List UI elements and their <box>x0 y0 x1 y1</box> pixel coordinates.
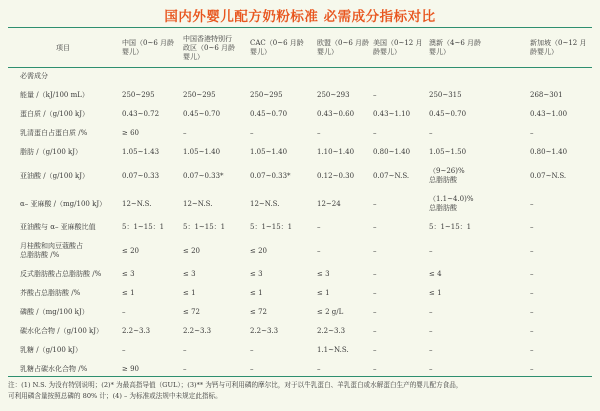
table-row <box>8 162 592 190</box>
cell-text: 蛋白质 /（g/100 kJ） <box>20 110 90 118</box>
table-cell <box>246 105 313 124</box>
cell-text: 美国（0~12 月 <box>373 39 423 47</box>
footnote-line: 注：(1) N.S. 为没有特别说明；(2)* 为最高指导值（GUL）；(3)** 为钙与可利用磷的摩尔比，对于以牛乳蛋白、羊乳蛋白或水解蛋白生产的婴儿配方食品， <box>8 381 463 389</box>
table-cell <box>526 218 592 237</box>
cell-text: 12~24 <box>317 199 341 208</box>
cell-text: 0.07~N.S. <box>373 171 410 180</box>
table-cell <box>369 124 425 143</box>
cell-text: 250~293 <box>317 91 350 99</box>
cell-text: – <box>373 246 377 255</box>
cell-text: 1.05~1.50 <box>429 148 467 156</box>
cell-text: 月桂酸和肉豆蔻酸占 <box>20 242 83 250</box>
cell-text: 碳水化合物 /（g/100 kJ） <box>20 327 104 335</box>
cell-text: 250~315 <box>429 91 462 99</box>
cell-text: – <box>317 246 321 255</box>
cell-text: 中国香港特别行 <box>183 34 232 43</box>
cell-text: – <box>530 289 534 297</box>
cell-text: – <box>530 270 534 278</box>
cell-text: 婴儿） <box>122 48 143 56</box>
table-cell <box>526 284 592 303</box>
table-cell <box>246 322 313 341</box>
cell-text: 2.2~3.3 <box>250 327 279 335</box>
header-cell <box>246 29 313 67</box>
cell-text: – <box>373 223 377 231</box>
cell-text: ≥ 90 <box>122 365 139 373</box>
section-label: 必需成分 <box>20 72 48 80</box>
cell-text: 0.43~1.00 <box>530 110 568 118</box>
cell-text: 澳新（4~6 月龄 <box>429 39 481 47</box>
table-cell <box>313 341 369 360</box>
cell-text: 欧盟（0~6 月龄 <box>317 39 369 47</box>
table-cell <box>313 162 369 190</box>
cell-text: – <box>530 308 534 316</box>
cell-text: 龄婴儿） <box>373 48 401 56</box>
table-cell <box>425 124 526 143</box>
cell-text: 1.10~1.40 <box>317 148 355 156</box>
table-cell <box>118 105 179 124</box>
cell-text: 2.2~3.3 <box>122 327 151 335</box>
table-cell <box>526 322 592 341</box>
header-item: 项目 <box>56 43 70 52</box>
cell-text: ≤ 20 <box>122 246 139 255</box>
cell-text: ≤ 3 <box>317 270 330 278</box>
cell-text: – <box>250 365 254 373</box>
table-cell <box>118 322 179 341</box>
table-cell <box>118 303 179 322</box>
cell-text: 芥酸占总脂肪酸 /% <box>20 289 81 297</box>
cell-text: 5：1~15：1 <box>183 223 226 231</box>
table-cell <box>118 360 179 379</box>
table-cell <box>369 322 425 341</box>
table-cell <box>246 143 313 162</box>
cell-text: – <box>183 129 187 137</box>
table-cell <box>118 190 179 218</box>
table-cell <box>179 162 246 190</box>
table-cell <box>369 265 425 284</box>
cell-text: ≤ 1 <box>122 289 135 297</box>
table-cell <box>369 86 425 105</box>
cell-text: 1.05~1.40 <box>250 148 288 156</box>
table-row <box>8 124 592 143</box>
table-row <box>8 265 592 284</box>
cell-text: 0.80~1.40 <box>530 148 568 156</box>
cell-text: 总脂肪酸 /% <box>20 251 60 259</box>
cell-text: ≤ 20 <box>250 246 267 255</box>
section-row <box>8 67 592 86</box>
row-label <box>8 86 118 105</box>
cell-text: – <box>250 346 254 354</box>
table-cell <box>526 143 592 162</box>
table-cell <box>425 360 526 379</box>
row-label <box>8 303 118 322</box>
cell-text: ≤ 2 g/L <box>317 308 344 316</box>
cell-text: ≤ 1 <box>429 289 442 297</box>
cell-text: – <box>530 346 534 354</box>
table-cell <box>425 284 526 303</box>
cell-text: 0.07~0.33 <box>122 171 160 180</box>
table-cell <box>246 218 313 237</box>
table-cell <box>179 218 246 237</box>
cell-text: 5：1~15：1 <box>250 223 293 231</box>
cell-text: ≤ 20 <box>183 246 200 255</box>
page-title: 国内外婴儿配方奶粉标准 必需成分指标对比 <box>164 9 436 25</box>
cell-text: 0.43~1.10 <box>373 110 411 118</box>
table-header-row <box>8 29 592 67</box>
table-cell <box>526 124 592 143</box>
cell-text: – <box>429 327 433 335</box>
cell-text: – <box>429 246 433 255</box>
table-cell <box>118 265 179 284</box>
table-cell <box>313 322 369 341</box>
cell-text: – <box>122 346 126 354</box>
table-cell <box>425 303 526 322</box>
table-cell <box>118 237 179 265</box>
table-cell <box>526 162 592 190</box>
table-cell <box>246 303 313 322</box>
table-cell <box>179 265 246 284</box>
cell-text: – <box>183 346 187 354</box>
comparison-table <box>8 29 592 379</box>
cell-text: 0.45~0.70 <box>250 110 288 118</box>
cell-text: ≥ 60 <box>122 129 139 137</box>
cell-text: – <box>317 365 321 373</box>
table-cell <box>313 265 369 284</box>
row-label <box>8 124 118 143</box>
cell-text: – <box>183 365 187 373</box>
cell-text: 磷酸 /（mg/100 kJ） <box>20 308 89 316</box>
cell-text: – <box>530 223 534 231</box>
cell-text: 5：1~15：1 <box>429 223 472 231</box>
cell-text: ≤ 72 <box>183 308 200 316</box>
cell-text: – <box>317 129 321 137</box>
cell-text: 中国（0~6 月龄 <box>122 39 174 47</box>
cell-text: 亚油酸 /（g/100 kJ） <box>20 171 90 180</box>
table-row <box>8 143 592 162</box>
cell-text: – <box>429 308 433 316</box>
cell-text: α– 亚麻酸 /（mg/100 kJ） <box>20 199 107 208</box>
cell-text: – <box>373 91 377 99</box>
table-cell <box>246 265 313 284</box>
table-cell <box>313 86 369 105</box>
table-cell <box>369 237 425 265</box>
cell-text: 乳糖 /（g/100 kJ） <box>20 346 83 354</box>
table-cell <box>313 124 369 143</box>
header-cell <box>526 29 592 67</box>
row-label <box>8 322 118 341</box>
table-cell <box>179 190 246 218</box>
cell-text: 250~295 <box>250 91 283 99</box>
row-label <box>8 360 118 379</box>
table-cell <box>425 218 526 237</box>
table-cell <box>246 237 313 265</box>
table-cell <box>313 237 369 265</box>
table-top-rule <box>8 27 592 28</box>
table-row <box>8 284 592 303</box>
cell-text: – <box>530 129 534 137</box>
table-cell <box>118 124 179 143</box>
table-cell <box>246 360 313 379</box>
cell-text: 12~N.S. <box>250 199 280 208</box>
cell-text: 0.43~0.60 <box>317 110 355 118</box>
cell-text: ≤ 1 <box>183 289 196 297</box>
table-cell <box>369 303 425 322</box>
footnote-line: 可利用磷含量按照总磷的 80% 计；(4) – 为标准或法规中未规定此指标。 <box>8 392 222 400</box>
table-cell <box>369 105 425 124</box>
cell-text: 250~295 <box>183 91 216 99</box>
header-cell <box>313 29 369 67</box>
cell-text: 总脂肪酸 <box>429 204 457 212</box>
cell-text: 268~301 <box>530 91 563 99</box>
table-cell <box>313 284 369 303</box>
cell-text: 反式脂肪酸占总脂肪酸 /% <box>20 270 102 278</box>
table-cell <box>179 341 246 360</box>
table-cell <box>118 284 179 303</box>
table-cell <box>526 190 592 218</box>
cell-text: ≤ 4 <box>429 270 442 278</box>
cell-text: 0.07~0.33* <box>183 171 224 180</box>
table-cell <box>425 265 526 284</box>
table-cell <box>369 162 425 190</box>
table-cell <box>425 237 526 265</box>
footnote <box>8 380 592 402</box>
cell-text: 0.07~0.33* <box>250 171 291 180</box>
table-cell <box>118 218 179 237</box>
header-cell <box>369 29 425 67</box>
table-cell <box>425 322 526 341</box>
table-cell <box>313 218 369 237</box>
cell-text: 0.45~0.70 <box>183 110 221 118</box>
row-label <box>8 265 118 284</box>
table-cell <box>526 86 592 105</box>
row-label <box>8 284 118 303</box>
table-cell <box>313 303 369 322</box>
cell-text: ≤ 3 <box>183 270 196 278</box>
table-cell <box>526 237 592 265</box>
table-row <box>8 105 592 124</box>
cell-text: 0.80~1.40 <box>373 148 411 156</box>
table-cell <box>526 360 592 379</box>
table-cell <box>425 143 526 162</box>
table-cell <box>118 162 179 190</box>
table-cell <box>179 237 246 265</box>
cell-text: 1.1~N.S. <box>317 346 349 354</box>
table-row <box>8 237 592 265</box>
row-label <box>8 105 118 124</box>
cell-text: – <box>317 223 321 231</box>
table-cell <box>118 341 179 360</box>
cell-text: CAC（0~6 月龄 <box>250 39 304 47</box>
table-cell <box>246 162 313 190</box>
cell-text: – <box>250 129 254 137</box>
cell-text: – <box>530 365 534 373</box>
table-cell <box>179 284 246 303</box>
table-cell <box>313 360 369 379</box>
cell-text: 250~295 <box>122 91 155 99</box>
table-cell <box>179 303 246 322</box>
table-row <box>8 341 592 360</box>
cell-text: ≤ 3 <box>122 270 135 278</box>
table-cell <box>246 284 313 303</box>
header-cell <box>118 29 179 67</box>
table-cell <box>369 143 425 162</box>
cell-text: 能量 /（kJ/100 mL） <box>20 91 89 99</box>
row-label <box>8 218 118 237</box>
table-cell <box>526 265 592 284</box>
table-cell <box>246 86 313 105</box>
table-cell <box>425 86 526 105</box>
cell-text: – <box>373 129 377 137</box>
table-cell <box>118 86 179 105</box>
cell-text: （1.1~4.0)% <box>429 195 474 203</box>
table-cell <box>526 105 592 124</box>
cell-text: – <box>530 199 534 208</box>
table-cell <box>369 190 425 218</box>
row-label <box>8 190 118 218</box>
table-cell <box>179 143 246 162</box>
cell-text: 12~N.S. <box>183 199 213 208</box>
table-cell <box>179 322 246 341</box>
table-cell <box>369 284 425 303</box>
cell-text: 1.05~1.43 <box>122 148 160 156</box>
cell-text: – <box>530 246 534 255</box>
table-cell <box>526 341 592 360</box>
cell-text: 2.2~3.3 <box>317 327 346 335</box>
table-cell <box>425 105 526 124</box>
cell-text: – <box>373 346 377 354</box>
table-cell <box>369 218 425 237</box>
table-cell <box>118 143 179 162</box>
cell-text: ≤ 3 <box>250 270 263 278</box>
cell-text: 亚油酸与 α– 亚麻酸比值 <box>20 223 96 231</box>
table-row <box>8 86 592 105</box>
cell-text: 0.07~N.S. <box>530 171 567 180</box>
table-cell <box>369 341 425 360</box>
cell-text: – <box>373 199 377 208</box>
header-cell <box>425 29 526 67</box>
cell-text: 政区（0~6 月龄 <box>183 43 235 52</box>
cell-text: 新加坡（0~12 月 <box>530 39 587 47</box>
cell-text: – <box>429 365 433 373</box>
cell-text: 2.2~3.3 <box>183 327 212 335</box>
row-label <box>8 237 118 265</box>
cell-text: 12~N.S. <box>122 199 152 208</box>
table-cell <box>179 124 246 143</box>
table-row <box>8 218 592 237</box>
row-label <box>8 143 118 162</box>
table-row <box>8 190 592 218</box>
table-cell <box>179 360 246 379</box>
header-cell <box>179 29 246 67</box>
table-cell <box>425 190 526 218</box>
table-cell <box>425 162 526 190</box>
cell-text: 婴儿） <box>429 48 450 56</box>
cell-text: – <box>373 327 377 335</box>
table-row <box>8 360 592 379</box>
cell-text: 龄婴儿） <box>530 48 558 56</box>
table-cell <box>179 86 246 105</box>
table-cell <box>526 303 592 322</box>
cell-text: 0.43~0.72 <box>122 110 160 118</box>
table-row <box>8 303 592 322</box>
row-label <box>8 341 118 360</box>
cell-text: 乳清蛋白占蛋白质 /% <box>20 129 88 137</box>
cell-text: 乳糖占碳水化合物 /% <box>20 365 88 373</box>
cell-text: 婴儿） <box>317 48 338 56</box>
table-cell <box>369 360 425 379</box>
cell-text: 脂肪 /（g/100 kJ） <box>20 148 83 156</box>
table-cell <box>246 341 313 360</box>
cell-text: – <box>122 308 126 316</box>
cell-text: – <box>429 129 433 137</box>
table-row <box>8 322 592 341</box>
cell-text: 5：1~15：1 <box>122 223 165 231</box>
cell-text: 0.12~0.30 <box>317 171 355 180</box>
table-cell <box>313 143 369 162</box>
cell-text: – <box>373 308 377 316</box>
cell-text: – <box>429 346 433 354</box>
cell-text: – <box>373 270 377 278</box>
cell-text: – <box>530 327 534 335</box>
table-cell <box>313 105 369 124</box>
table-cell <box>246 124 313 143</box>
cell-text: ≤ 1 <box>317 289 330 297</box>
cell-text: （9~26)% <box>429 167 465 175</box>
table-cell <box>313 190 369 218</box>
cell-text: – <box>373 289 377 297</box>
table-cell <box>246 190 313 218</box>
cell-text: ≤ 72 <box>250 308 267 316</box>
cell-text: ≤ 1 <box>250 289 263 297</box>
cell-text: 1.05~1.40 <box>183 148 221 156</box>
cell-text: – <box>373 365 377 373</box>
cell-text: 婴儿） <box>183 52 204 61</box>
cell-text: 0.45~0.70 <box>429 110 467 118</box>
cell-text: 总脂肪酸 <box>429 176 457 184</box>
table-cell <box>425 341 526 360</box>
table-cell <box>179 105 246 124</box>
row-label <box>8 162 118 190</box>
cell-text: 婴儿） <box>250 48 271 56</box>
